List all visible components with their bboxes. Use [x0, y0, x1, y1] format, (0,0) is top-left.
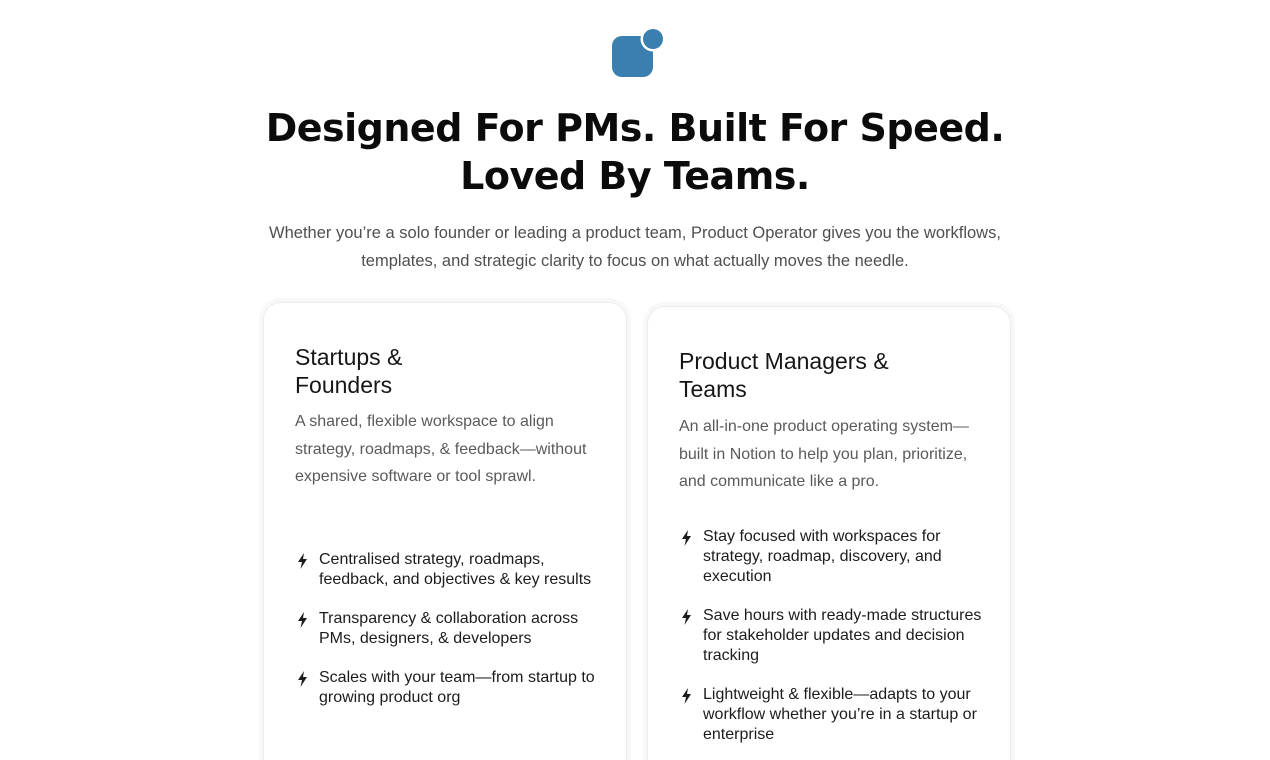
feature-text: Stay focused with workspaces for strategy, roadmap, discovery, and execution — [703, 528, 942, 585]
card-title — [295, 343, 402, 399]
feature-list — [679, 527, 989, 760]
feature-item — [295, 609, 605, 649]
lightning-bolt-icon — [297, 553, 308, 569]
headline-line-2: Loved By Teams. — [460, 154, 810, 198]
card-title-line-1: Product Managers & — [679, 348, 889, 374]
card-title — [679, 347, 889, 403]
feature-item — [679, 606, 989, 666]
hero-subtitle — [235, 219, 1035, 275]
lightning-bolt-icon — [297, 671, 308, 687]
subtitle-line-1: Whether you’re a solo founder or leading a product team, Product Operator gives you the workflows, — [269, 224, 1001, 242]
card-description: An all-in-one product operating system—built in Notion to help you plan, prioritize, and communicate like a pro. — [679, 418, 969, 490]
logo-icon — [609, 27, 667, 83]
feature-item — [679, 685, 989, 745]
hero-headline — [0, 104, 1270, 200]
card-description: A shared, flexible workspace to align strategy, roadmaps, & feedback—without expensive software or tool sprawl. — [295, 413, 587, 485]
feature-item — [295, 550, 605, 590]
feature-text: Scales with your team—from startup to growing product org — [319, 669, 595, 706]
card-title-line-1: Startups & — [295, 344, 403, 370]
lightning-bolt-icon — [681, 530, 692, 546]
lightning-bolt-icon — [297, 612, 308, 628]
card-title-line-2: Teams — [679, 376, 747, 402]
feature-item — [295, 668, 605, 708]
lightning-bolt-icon — [681, 609, 692, 625]
feature-text: Save hours with ready-made structures for stakeholder updates and decision tracking — [703, 607, 982, 664]
lightning-bolt-icon — [681, 688, 692, 704]
feature-text: Lightweight & flexible—adapts to your workflow whether you’re in a startup or enterprise — [703, 686, 977, 743]
feature-list — [295, 550, 605, 727]
headline-line-1: Designed For PMs. Built For Speed. — [265, 106, 1005, 150]
feature-text: Centralised strategy, roadmaps, feedback, and objectives & key results — [319, 551, 592, 588]
card-product-managers-teams — [647, 306, 1011, 760]
feature-text: Transparency & collaboration across PMs, designers, & developers — [319, 610, 579, 647]
card-title-line-2: Founders — [295, 372, 393, 398]
feature-item — [679, 527, 989, 587]
card-startups-founders — [263, 302, 627, 760]
subtitle-line-2: templates, and strategic clarity to focus on what actually moves the needle. — [361, 252, 909, 270]
